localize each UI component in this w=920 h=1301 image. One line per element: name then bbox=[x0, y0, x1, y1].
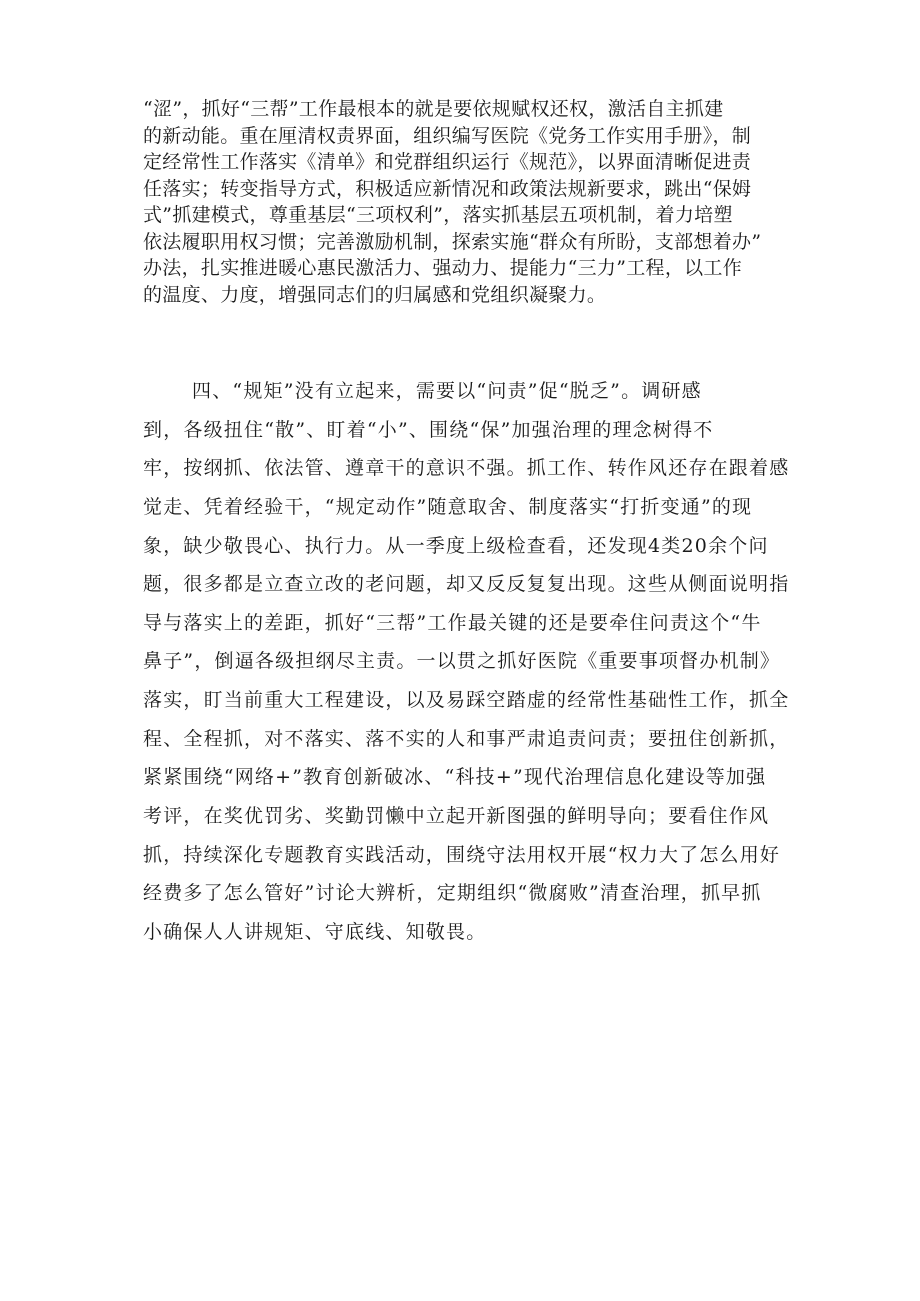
paragraph-1 bbox=[143, 96, 803, 308]
paragraph-2 bbox=[143, 372, 803, 952]
paragraph-line: 小确保人人讲规矩、守底线、知敬畏。 bbox=[143, 920, 487, 943]
paragraph-line: 到，各级扭住“散”、盯着“小”、围绕“保”加强治理的理念树得不 bbox=[143, 418, 714, 441]
paragraph-line: 办法，扎实推进暖心惠民激活力、强动力、提能力“三力”工程，以工作 bbox=[143, 257, 743, 279]
paragraph-line: 象，缺少敬畏心、执行力。从一季度上级检查看，还发现4类20余个问 bbox=[143, 534, 769, 557]
paragraph-line: 依法履职用权习惯；完善激励机制，探索实施“群众有所盼，支部想着办” bbox=[143, 230, 762, 253]
paragraph-line: 任落实；转变指导方式，积极适应新情况和政策法规新要求，跳出“保姆 bbox=[143, 177, 752, 200]
paragraph-line: 牢，按纲抓、依法管、遵章干的意识不强。抓工作、转作风还存在跟着感 bbox=[143, 457, 790, 480]
paragraph-line: 式”抓建模式，尊重基层“三项权利”，落实抓基层五项机制，着力培塑 bbox=[143, 204, 733, 226]
paragraph-line: 定经常性工作落实《清单》和党群组织运行《规范》，以界面清晰促进责 bbox=[143, 151, 752, 173]
paragraph-line: 的新动能。重在厘清权责界面，组织编写医院《党务工作实用手册》，制 bbox=[143, 124, 752, 147]
paragraph-line: 鼻子”，倒逼各级担纲尽主责。一以贯之抓好医院《重要事项督办机制》 bbox=[143, 650, 781, 673]
paragraph-line: 经费多了怎么管好”讨论大辨析，定期组织“微腐败”清查治理，抓早抓 bbox=[143, 882, 762, 905]
paragraph-line: 导与落实上的差距，抓好“三帮”工作最关键的还是要牵住问责这个“牛 bbox=[143, 611, 762, 634]
section-heading-line: 四、“规矩”没有立起来，需要以“问责”促“脱乏”。调研感 bbox=[192, 380, 702, 402]
paragraph-line: “涩”，抓好“三帮”工作最根本的就是要依规赋权还权，激活自主抓建 bbox=[143, 98, 724, 120]
paragraph-line: 的温度、力度，增强同志们的归属感和党组织凝聚力。 bbox=[143, 283, 607, 306]
paragraph-line: 考评，在奖优罚劣、奖勤罚懒中立起开新图强的鲜明导向；要看住作风 bbox=[143, 805, 770, 828]
paragraph-line: 落实，盯当前重大工程建设，以及易踩空踏虚的经常性基础性工作，抓全 bbox=[143, 689, 790, 712]
paragraph-line: 抓，持续深化专题教育实践活动，围绕守法用权开展“权力大了怎么用好 bbox=[143, 843, 781, 866]
paragraph-line: 题，很多都是立查立改的老问题，却又反反复复出现。这些从侧面说明指 bbox=[143, 573, 790, 596]
paragraph-line: 程、全程抓，对不落实、落不实的人和事严肃追责问责；要扭住创新抓， bbox=[143, 727, 790, 750]
paragraph-line: 紧紧围绕“网络+”教育创新破冰、“科技+”现代治理信息化建设等加强 bbox=[143, 766, 767, 789]
paragraph-line: 觉走、凭着经验干，“规定动作”随意取舍、制度落实“打折变通”的现 bbox=[143, 495, 753, 518]
